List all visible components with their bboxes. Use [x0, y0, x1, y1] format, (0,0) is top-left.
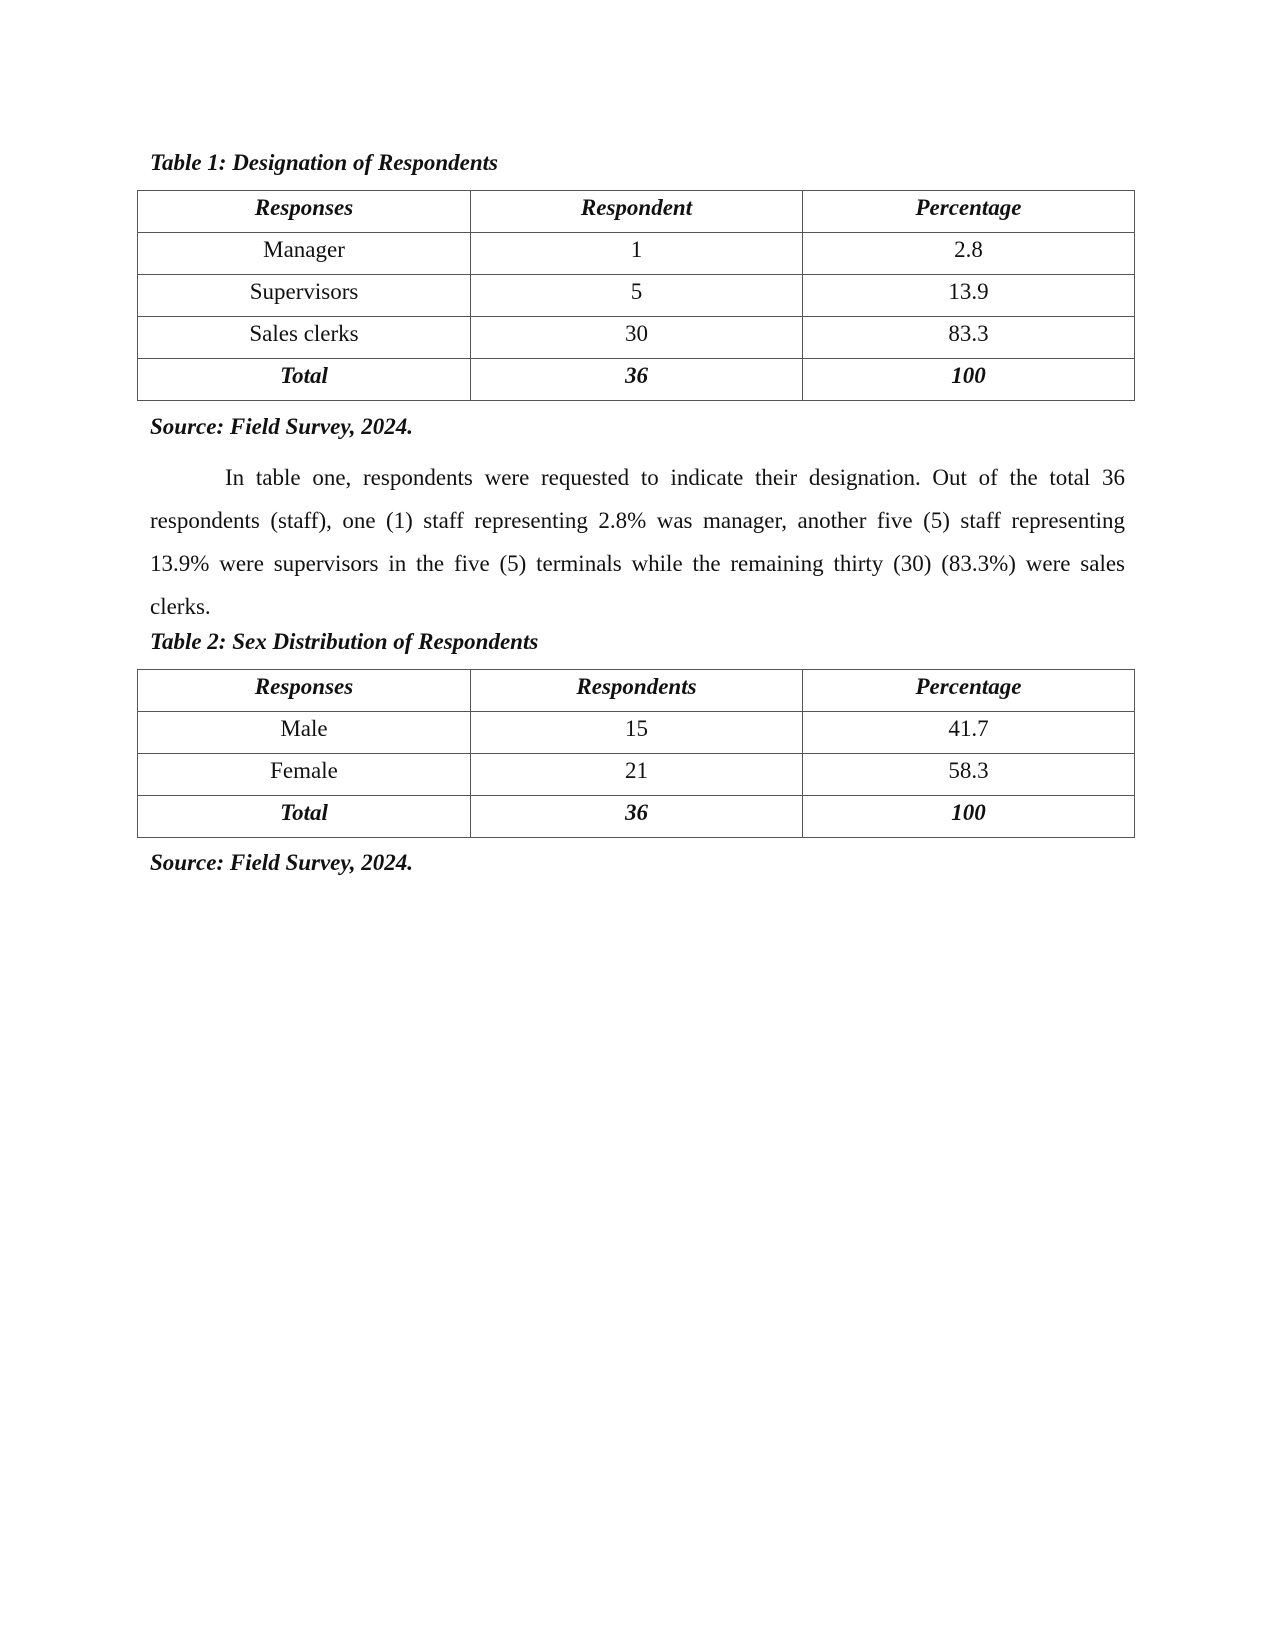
- table-cell: 5: [471, 275, 803, 317]
- table-cell: 83.3: [803, 317, 1135, 359]
- table-cell: 36: [471, 796, 803, 838]
- header-cell: Responses: [138, 670, 471, 712]
- table-cell: 13.9: [803, 275, 1135, 317]
- table-cell: Sales clerks: [138, 317, 471, 359]
- table1-designation: [137, 190, 1135, 401]
- table-cell: Total: [138, 359, 471, 401]
- table-cell: Supervisors: [138, 275, 471, 317]
- header-cell: Responses: [138, 191, 471, 233]
- table1-caption: Table 1: Designation of Respondents: [150, 150, 499, 175]
- header-cell: Respondents: [471, 670, 803, 712]
- table-row: [138, 275, 1135, 317]
- header-cell: Respondent: [471, 191, 803, 233]
- table-cell: 21: [471, 754, 803, 796]
- table-cell: Total: [138, 796, 471, 838]
- table-cell: 30: [471, 317, 803, 359]
- table-row: [138, 754, 1135, 796]
- table2-sex-distribution: [137, 669, 1135, 838]
- table-cell: 36: [471, 359, 803, 401]
- table-cell: Female: [138, 754, 471, 796]
- table2-caption: Table 2: Sex Distribution of Respondents: [150, 629, 539, 654]
- table-cell: 100: [803, 796, 1135, 838]
- table-cell: 15: [471, 712, 803, 754]
- table-header-row: [138, 191, 1135, 233]
- table-row: [138, 712, 1135, 754]
- table-row: [138, 233, 1135, 275]
- table-cell: Male: [138, 712, 471, 754]
- table-cell: 100: [803, 359, 1135, 401]
- table-cell: 41.7: [803, 712, 1135, 754]
- paragraph-text: In table one, respondents were requested to indicate their designation. Out of the total 36 respondents (staff), one (1) staff representing 2.8% was manager, another five (5) staff representing 13.9% were supervisors in the five (5) terminals while the remaining thirty (30) (83.3%) were sales clerks.: [150, 465, 1125, 619]
- table-total-row: [138, 359, 1135, 401]
- body-paragraph: [150, 456, 1125, 628]
- table-cell: 1: [471, 233, 803, 275]
- table-row: [138, 317, 1135, 359]
- table-cell: Manager: [138, 233, 471, 275]
- table-cell: 58.3: [803, 754, 1135, 796]
- table-total-row: [138, 796, 1135, 838]
- table-cell: 2.8: [803, 233, 1135, 275]
- table-header-row: [138, 670, 1135, 712]
- table2-source: Source: Field Survey, 2024.: [150, 850, 413, 875]
- header-cell: Percentage: [803, 670, 1135, 712]
- table1-source: Source: Field Survey, 2024.: [150, 414, 413, 439]
- header-cell: Percentage: [803, 191, 1135, 233]
